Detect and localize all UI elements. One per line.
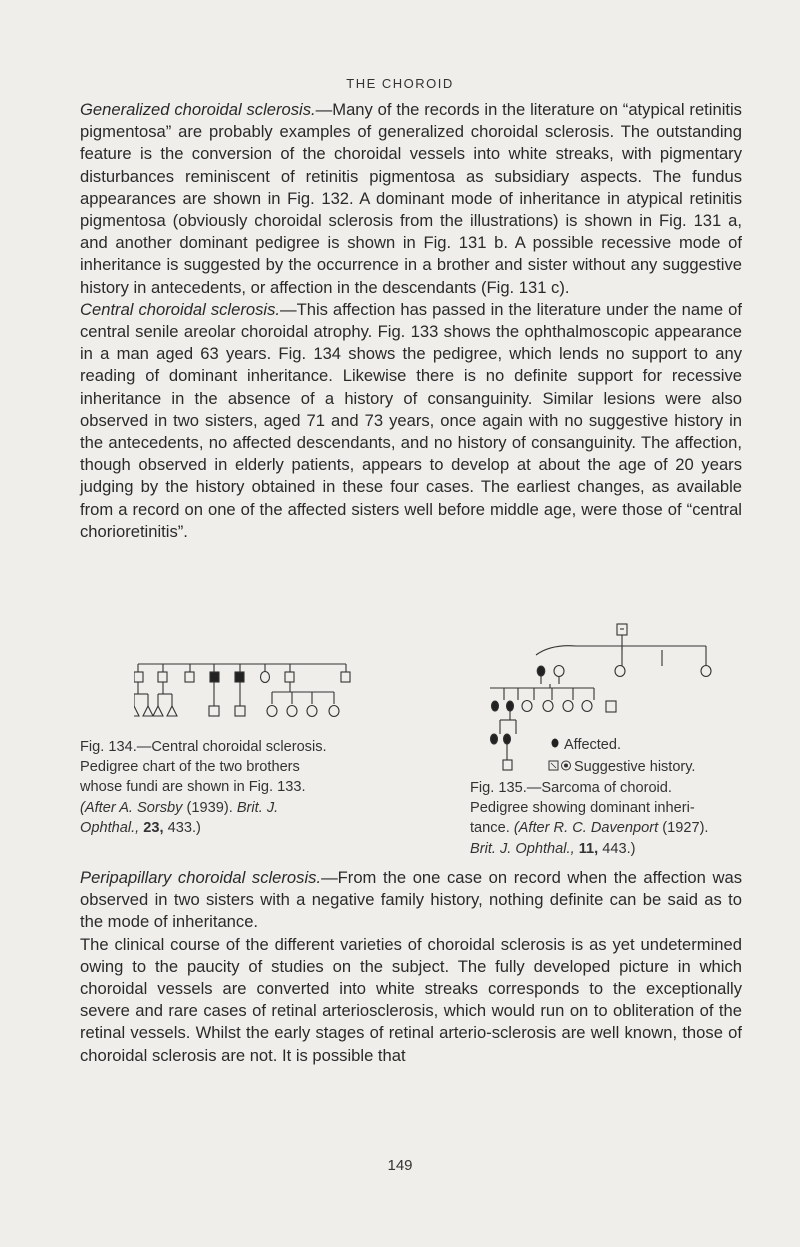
paragraph-text: The clinical course of the different varieties of choroidal sclerosis is as yet undetermined owing to the paucity of studies on the subject. The fully developed picture in which choroidal vessels are converted into white streaks corresponds to the exceptionally severe and rare cases of retinal arteriosclerosis, which would run on to obliteration of the retinal vessels. Whilst the early stages of retinal arterio-sclerosis are well known, those of choroidal sclerosis are not. It is possible that: [80, 934, 742, 1065]
caption-line: whose fundi are shown in Fig. 133.: [80, 779, 306, 796]
male-symbol: [158, 672, 167, 682]
fig-135-caption: [470, 778, 770, 859]
fig-134-caption: [80, 737, 380, 838]
female-symbol: [261, 672, 270, 683]
paragraph-central: [80, 299, 742, 543]
male-symbol: [285, 672, 294, 682]
pedigree-chart-134: [134, 662, 364, 728]
running-head: THE CHOROID: [346, 76, 454, 91]
paragraph-text: —This affection has passed in the literature under the name of central senile areolar choroidal atrophy. Fig. 133 shows the ophthalmoscopic appearance in a man aged 63 years. Fig. 134 shows the pedigree, which lends no support to any reading of dominant inheritance. Likewise there is no definite support for recessive inheritance in the absence of a history of consanguinity. Similar lesions were also observed in two sisters, aged 71 and 73 years, once again with no suggestive history in the antecedents, no affected descendants, and no history of consanguinity. The affection, though observed in elderly patients, appears to develop at about the age of 20 years judging by the history obtained in these four cases. The earliest changes, as available from a record on one of the affected sisters well before middle age, were those of “central chorioretinitis”.: [80, 299, 742, 541]
paragraph-peripapillary: [80, 867, 742, 934]
male-symbol: [185, 672, 194, 682]
caption-line: Pedigree showing dominant inheri-: [470, 800, 695, 817]
fig-135-pedigree: [416, 622, 716, 787]
heading-peripapillary: Peripapillary choroidal sclerosis.: [80, 868, 322, 887]
caption-source: Ophthal., 23, 433.): [80, 819, 201, 836]
paragraph-generalized: [80, 99, 742, 299]
legend-suggestive: Suggestive history.: [574, 759, 696, 775]
caption-source: (After A. Sorsby (1939). Brit. J.: [80, 799, 279, 816]
affected-male-symbol: [235, 672, 244, 682]
caption-source: Brit. J. Ophthal., 11, 443.): [470, 840, 636, 857]
body-text-top: [80, 99, 742, 543]
legend-affected: Affected.: [564, 737, 621, 753]
paragraph-text: —Many of the records in the literature on “atypical retinitis pigmentosa” are probably examples of generalized choroidal sclerosis. The outstanding feature is the conversion of the choroidal vessels into white streaks, with pigmentary disturbances reminiscent of retinitis pigmentosa as subsidiary aspects. The fundus appearances are shown in Fig. 132. A dominant mode of inheritance in atypical retinitis pigmentosa (obviously choroidal sclerosis from the illustrations) is shown in Fig. 131 a, and another dominant pedigree is shown in Fig. 131 b. A possible recessive mode of inheritance is suggested by the occurrence in a brother and sister without any suggestive history in antecedents, or affection in the descendants (Fig. 131 c).: [80, 100, 742, 297]
fig-134-pedigree: [134, 662, 364, 733]
caption-line: Fig. 134.—Central choroidal sclerosis.: [80, 739, 327, 755]
pedigree-chart-135: [416, 622, 716, 782]
male-symbol: [341, 672, 350, 682]
affected-male-symbol: [210, 672, 219, 682]
male-symbol: [134, 672, 143, 682]
caption-line: Fig. 135.—Sarcoma of choroid.: [470, 780, 672, 796]
paragraph-clinical-course: [80, 934, 742, 1067]
page-number: 149: [387, 1157, 413, 1174]
heading-generalized: Generalized choroidal sclerosis.: [80, 100, 316, 119]
legend: [549, 737, 695, 775]
affected-marker: [552, 739, 559, 748]
paragraph-text: —From the one case on record when the affection was observed in two sisters with a negative family history, nothing definite can be said as to the mode of inheritance.: [80, 868, 742, 932]
body-text-bottom: [80, 867, 742, 1067]
heading-central: Central choroidal sclerosis.: [80, 299, 280, 319]
caption-source: tance. (After R. C. Davenport (1927).: [470, 820, 709, 837]
caption-line: Pedigree chart of the two brothers: [80, 759, 300, 776]
